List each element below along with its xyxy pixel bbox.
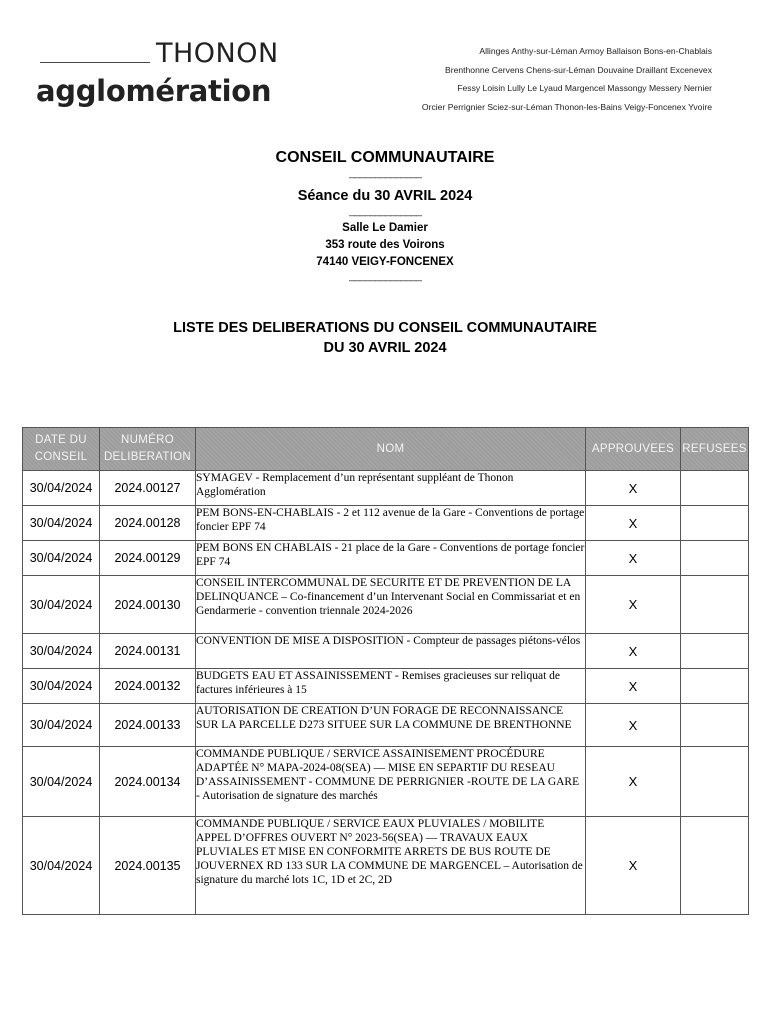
- cell-numero: 2024.00130: [100, 576, 196, 634]
- separator: ______________: [349, 167, 421, 179]
- cell-numero: 2024.00128: [100, 506, 196, 541]
- header-numero-line1: NUMÉRO: [121, 434, 174, 446]
- cell-approuvee: X: [586, 747, 681, 817]
- header-approuvees: APPROUVEES: [586, 428, 681, 471]
- cell-date: 30/04/2024: [23, 817, 100, 915]
- table-row: [23, 576, 749, 634]
- cell-date: 30/04/2024: [23, 506, 100, 541]
- cell-approuvee: X: [586, 704, 681, 747]
- cell-approuvee: X: [586, 506, 681, 541]
- communes-line: Fessy Loisin Lully Le Lyaud Margencel Massongy Messery Nernier: [457, 83, 712, 94]
- cell-approuvee: X: [586, 634, 681, 669]
- cell-refusee: [681, 634, 749, 669]
- communes-line: Allinges Anthy-sur-Léman Armoy Ballaison Bons-en-Chablais: [479, 46, 712, 56]
- cell-approuvee: X: [586, 541, 681, 576]
- cell-refusee: [681, 669, 749, 704]
- table-row: [23, 541, 749, 576]
- cell-numero: 2024.00133: [100, 704, 196, 747]
- cell-numero: 2024.00127: [100, 471, 196, 506]
- separator: ______________: [349, 205, 421, 217]
- header-numero: [100, 428, 196, 471]
- council-title: CONSEIL COMMUNAUTAIRE: [275, 149, 495, 166]
- cell-refusee: [681, 704, 749, 747]
- venue-street: 353 route des Voirons: [325, 239, 445, 251]
- table-row: [23, 817, 749, 915]
- logo-bottom-text: agglomération: [36, 74, 272, 108]
- cell-date: 30/04/2024: [23, 471, 100, 506]
- cell-approuvee: X: [586, 471, 681, 506]
- table-row: [23, 634, 749, 669]
- cell-nom: CONSEIL INTERCOMMUNAL DE SECURITE ET DE PREVENTION DE LA DELINQUANCE – Co-financement d’un Intervenant Social en Commissariat et en Gendarmerie - convention triennale 2024-2026: [196, 576, 586, 634]
- cell-numero: 2024.00129: [100, 541, 196, 576]
- table-row: [23, 506, 749, 541]
- list-title-line1: LISTE DES DELIBERATIONS DU CONSEIL COMMUNAUTAIRE: [173, 320, 597, 336]
- cell-nom: SYMAGEV - Remplacement d’un représentant suppléant de Thonon Agglomération: [196, 471, 586, 506]
- list-title-line2: DU 30 AVRIL 2024: [323, 340, 447, 356]
- cell-numero: 2024.00134: [100, 747, 196, 817]
- cell-date: 30/04/2024: [23, 669, 100, 704]
- communes-line: Orcier Perrignier Sciez-sur-Léman Thonon-les-Bains Veigy-Foncenex Yvoire: [421, 102, 712, 113]
- table-row: [23, 747, 749, 817]
- cell-nom: BUDGETS EAU ET ASSAINISSEMENT - Remises gracieuses sur reliquat de factures inférieures à 15: [196, 669, 586, 704]
- table-row: [23, 669, 749, 704]
- header-refusees: REFUSEES: [681, 428, 749, 471]
- title-block: [0, 148, 770, 358]
- header-date-line1: DATE DU: [35, 434, 87, 446]
- cell-refusee: [681, 541, 749, 576]
- cell-nom: PEM BONS EN CHABLAIS - 21 place de la Gare - Conventions de portage foncier EPF 74: [196, 541, 586, 576]
- cell-approuvee: X: [586, 669, 681, 704]
- separator: ______________: [349, 270, 421, 282]
- cell-numero: 2024.00135: [100, 817, 196, 915]
- header-nom: NOM: [196, 428, 586, 471]
- cell-date: 30/04/2024: [23, 704, 100, 747]
- communes-list: [422, 42, 712, 117]
- cell-refusee: [681, 471, 749, 506]
- cell-date: 30/04/2024: [23, 576, 100, 634]
- cell-refusee: [681, 576, 749, 634]
- cell-date: 30/04/2024: [23, 541, 100, 576]
- table-row: [23, 471, 749, 506]
- cell-nom: COMMANDE PUBLIQUE / SERVICE ASSAINISEMENT PROCÉDURE ADAPTÉE N° MAPA-2024-08(SEA) — MISE EN SEPARTIF DU RESEAU D’ASSAINISSEMENT - COMMUNE DE PERRIGNIER -ROUTE DE LA GARE - Autorisation de signature des marchés: [196, 747, 586, 817]
- cell-numero: 2024.00131: [100, 634, 196, 669]
- venue-city: 74140 VEIGY-FONCENEX: [316, 256, 454, 268]
- deliberations-table: [22, 427, 749, 915]
- cell-date: 30/04/2024: [23, 747, 100, 817]
- cell-refusee: [681, 506, 749, 541]
- cell-approuvee: X: [586, 817, 681, 915]
- cell-nom: COMMANDE PUBLIQUE / SERVICE EAUX PLUVIALES / MOBILITE APPEL D’OFFRES OUVERT N° 2023-56(SEA) — TRAVAUX EAUX PLUVIALES ET MISE EN CONFORMITE ARRETS DE BUS ROUTE DE JOUVERNEX RD 133 SUR LA COMMUNE DE MARGENCEL – Autorisation de signature du marché lots 1C, 1D et 2C, 2D: [196, 817, 586, 915]
- cell-nom: AUTORISATION DE CREATION D’UN FORAGE DE RECONNAISSANCE SUR LA PARCELLE D273 SITUEE SUR LA COMMUNE DE BRENTHONNE: [196, 704, 586, 747]
- header-date-line2: CONSEIL: [34, 451, 88, 463]
- communes-line: Brenthonne Cervens Chens-sur-Léman Douvaine Draillant Excenevex: [444, 64, 712, 75]
- cell-refusee: [681, 747, 749, 817]
- cell-refusee: [681, 817, 749, 915]
- cell-nom: PEM BONS-EN-CHABLAIS - 2 et 112 avenue de la Gare - Conventions de portage foncier EPF 74: [196, 506, 586, 541]
- venue-name: Salle Le Damier: [342, 222, 428, 234]
- logo-rule: [40, 62, 150, 63]
- logo-top-text: THONON: [156, 38, 279, 69]
- header-date: [23, 428, 100, 471]
- cell-nom: CONVENTION DE MISE A DISPOSITION - Compteur de passages piétons-vélos: [196, 634, 586, 669]
- session-date: Séance du 30 AVRIL 2024: [297, 188, 473, 204]
- cell-date: 30/04/2024: [23, 634, 100, 669]
- header-numero-line2: DELIBERATION: [103, 451, 192, 463]
- cell-numero: 2024.00132: [100, 669, 196, 704]
- cell-approuvee: X: [586, 576, 681, 634]
- table-header-row: [23, 428, 749, 471]
- table-row: [23, 704, 749, 747]
